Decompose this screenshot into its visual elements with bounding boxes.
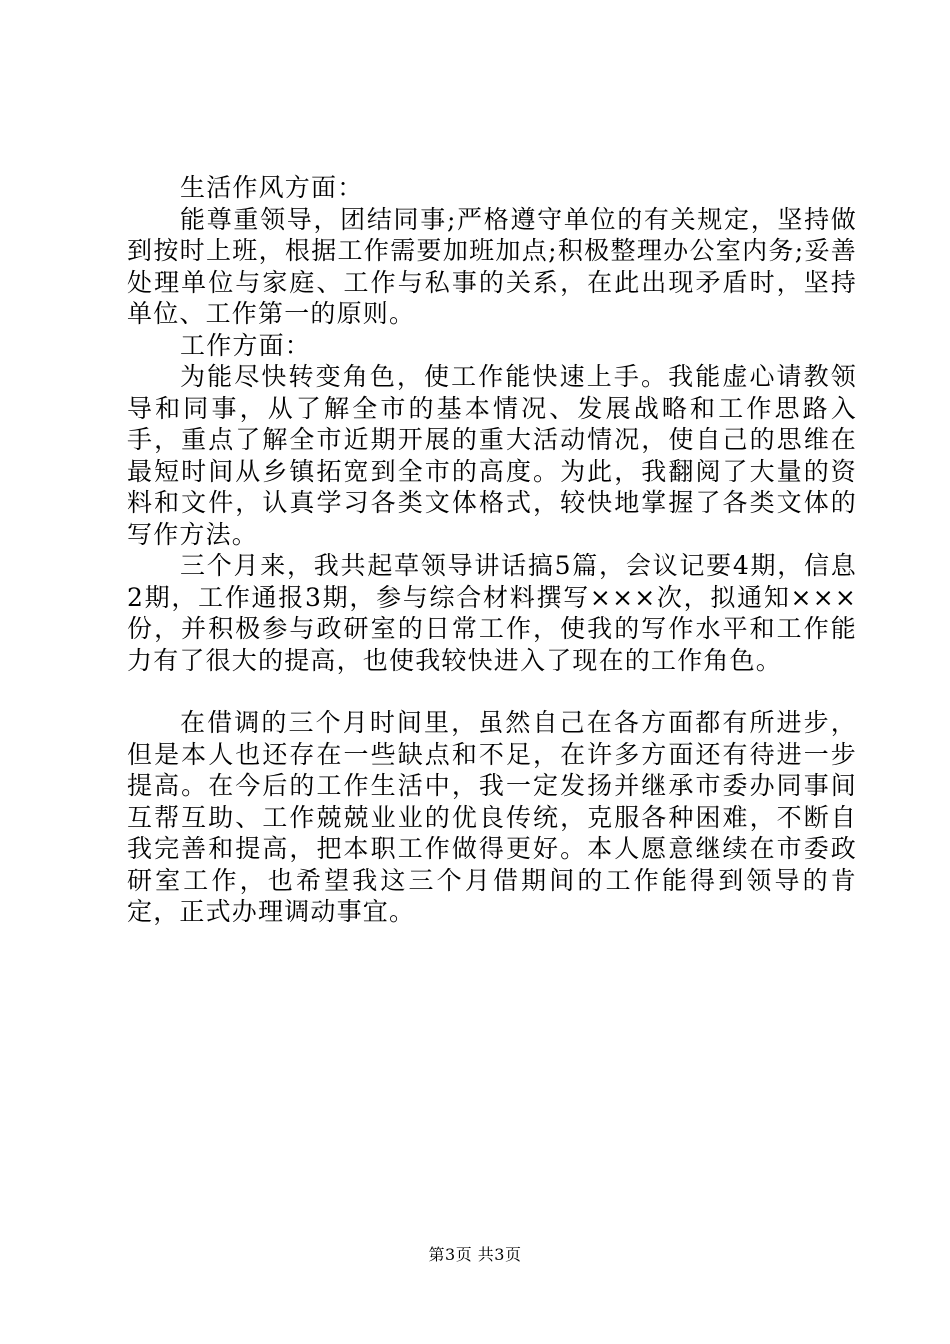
document-body (127, 172, 857, 928)
section-heading-work: 工作方面： (180, 330, 312, 360)
body-paragraph-work-output: 三个月来，我共起草领导讲话搞5篇，会议记要4期，信息2期，工作通报3期，参与综合材料撰写×××次，拟通知×××份，并积极参与政研室的日常工作，使我的写作水平和工作能力有了很大的提高，也使我较快进入了现在的工作角色。 (127, 551, 857, 675)
body-paragraph-work-adaptation: 为能尽快转变角色，使工作能快速上手。我能虚心请教领导和同事，从了解全市的基本情况、发展战略和工作思路入手，重点了解全市近期开展的重大活动情况，使自己的思维在最短时间从乡镇拓宽到全市的高度。为此，我翻阅了大量的资料和文件，认真学习各类文体格式，较快地掌握了各类文体的写作方法。 (127, 362, 857, 549)
paragraph-spacer (127, 676, 857, 707)
section-heading-lifestyle: 生活作风方面： (180, 173, 364, 202)
body-paragraph-lifestyle: 能尊重领导，团结同事;严格遵守单位的有关规定，坚持做到按时上班，根据工作需要加班加点;积极整理办公室内务;妥善处理单位与家庭、工作与私事的关系，在此出现矛盾时，坚持单位、工作第一的原则。 (127, 204, 857, 328)
page-number-footer: 第3页 共3页 (428, 1245, 522, 1264)
body-paragraph-summary: 在借调的三个月时间里，虽然自己在各方面都有所进步，但是本人也还存在一些缺点和不足，在许多方面还有待进一步提高。在今后的工作生活中，我一定发扬并继承市委办同事间互帮互助、工作兢兢业业的优良传统，克服各种困难，不断自我完善和提高，把本职工作做得更好。本人愿意继续在市委政研室工作，也希望我这三个月借期间的工作能得到领导的肯定，正式办理调动事宜。 (127, 708, 857, 926)
